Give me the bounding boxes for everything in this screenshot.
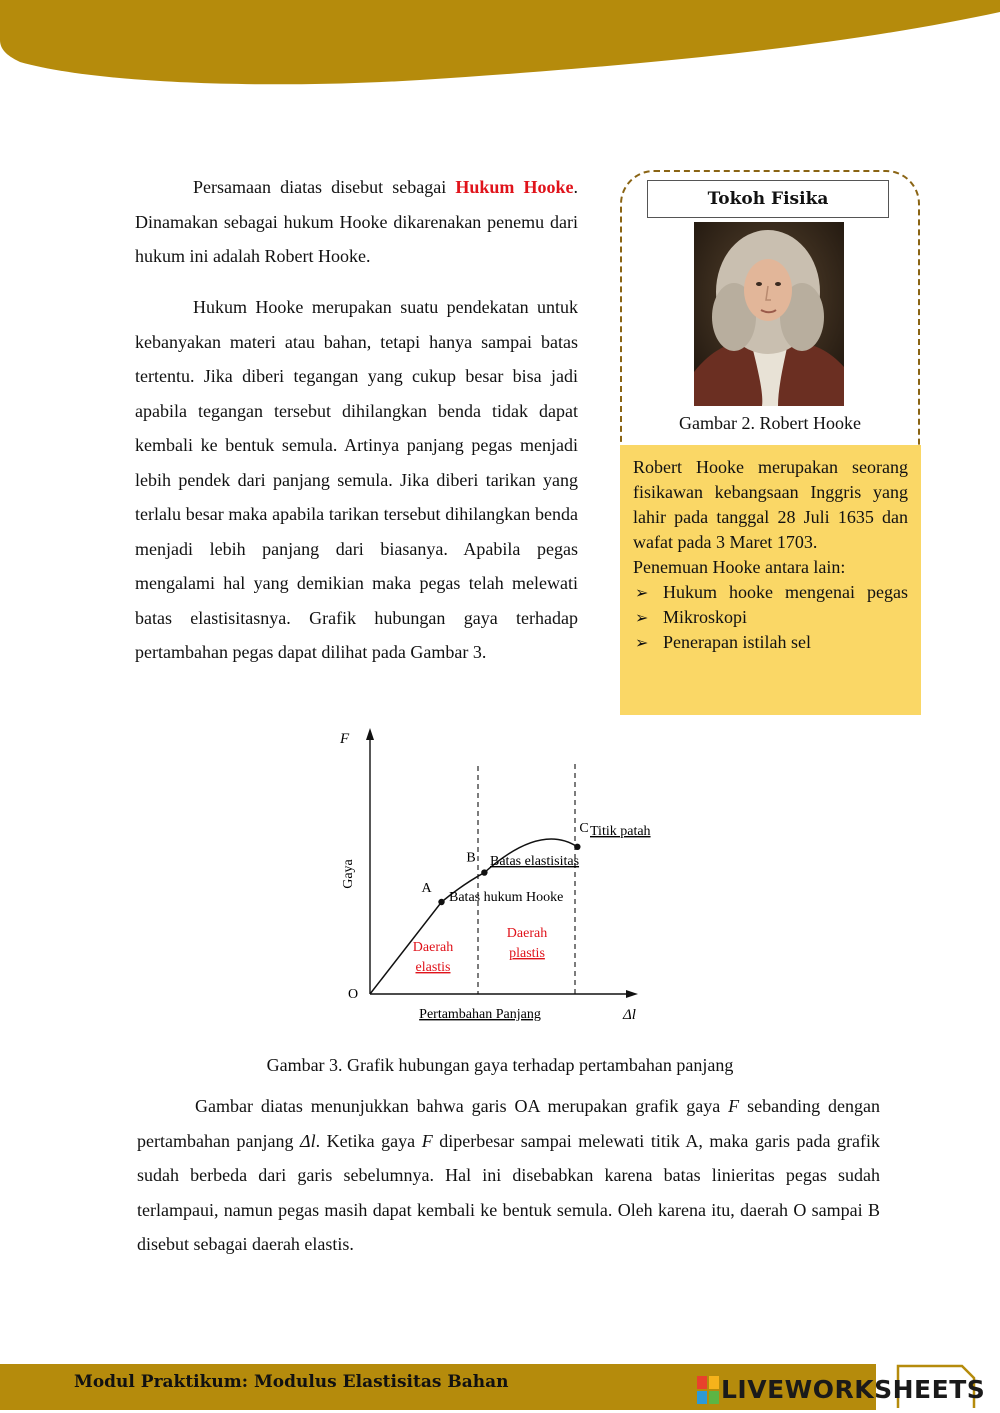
arrowhead-icon: ➢ xyxy=(635,633,649,652)
para2-text: Hukum Hooke merupakan suatu pendekatan untuk kebanyakan materi atau bahan, tetapi hanya sampai batas tertentu. Jika diberi tegangan yang cukup besar bisa jadi apabila tegangan tersebut dihilangkan benda tidak dapat kembali ke bentuk semula. Artinya panjang pegas menjadi lebih pendek dari panjang semula. Jika diberi tarikan yang terlalu besar maka apabila tarikan tersebut dihilangkan benda menjadi lebih panjang dari biasanya. Apabila pegas mengalami hal yang demikian maka pegas telah melewati batas elastisitasnya. Grafik hubungan gaya terhadap pertambahan pegas dapat dilihat pada Gambar 3. xyxy=(135,297,578,662)
point-a-label: A xyxy=(421,881,432,896)
biography-text: Robert Hooke merupakan seorang fisikawan kebangsaan Inggris yang lahir pada tanggal 28 Juli 1635 dan wafat pada 3 Maret 1703. xyxy=(633,457,908,552)
para3-part3: . Ketika gaya xyxy=(315,1130,422,1151)
point-b-label: B xyxy=(466,850,476,866)
point-a-dot xyxy=(438,899,444,905)
x-axis-symbol: Δl xyxy=(623,1007,636,1023)
x-axis-label: Pertambahan Panjang xyxy=(419,1007,541,1022)
y-axis-symbol: F xyxy=(340,731,350,747)
point-c-label: C xyxy=(579,820,589,836)
daerah-elastis-line1: Daerah xyxy=(412,940,454,955)
hooke-approximation-paragraph xyxy=(135,290,578,670)
list-item xyxy=(633,630,908,655)
variable-delta-l: Δl xyxy=(300,1130,316,1151)
para3-part1: Gambar diatas menunjukkan bahwa garis OA merupakan grafik gaya xyxy=(195,1096,729,1116)
batas-elastisitas-label: Batas elastisitas xyxy=(490,854,580,869)
discovery-text-2: Mikroskopi xyxy=(663,607,748,627)
force-extension-chart xyxy=(330,722,670,1032)
biography-box xyxy=(620,445,921,715)
variable-f: F xyxy=(421,1130,433,1151)
discoveries-list xyxy=(633,580,908,655)
y-axis-arrow xyxy=(366,728,374,740)
daerah-elastis-line2: elastis xyxy=(415,960,451,975)
figure-3-caption: Gambar 3. Grafik hubungan gaya terhadap pertambahan panjang xyxy=(266,1055,734,1075)
point-b-dot xyxy=(481,869,487,875)
batas-hukum-hooke-label: Batas hukum Hooke xyxy=(449,890,564,905)
daerah-plastis-line2: plastis xyxy=(509,946,545,961)
discovery-text-3: Penerapan istilah sel xyxy=(663,632,811,652)
variable-f: F xyxy=(728,1096,740,1116)
arrowhead-icon: ➢ xyxy=(635,608,649,627)
robert-hooke-portrait xyxy=(694,222,844,406)
daerah-plastis-line1: Daerah xyxy=(506,926,548,941)
liveworksheets-watermark xyxy=(697,1375,985,1404)
intro-paragraph xyxy=(135,170,578,274)
watermark-text: LIVEWORKSHEETS xyxy=(721,1375,986,1404)
liveworksheets-logo-icon xyxy=(697,1376,719,1404)
graph-explanation-paragraph xyxy=(137,1089,880,1262)
list-item xyxy=(633,580,908,605)
list-item xyxy=(633,605,908,630)
para3-part2: sebanding dengan pertambahan panjang xyxy=(137,1096,880,1151)
origin-label: O xyxy=(348,987,359,1002)
para3-part4: diperbesar sampai melewati titik A, maka garis pada grafik sudah berbeda dari garis sebelumnya. Hal ini disebabkan karena batas linieritas pegas sudah terlampaui, namun pegas masih dapat kembali ke bentuk semula. Oleh karena itu, daerah O sampai B disebut sebagai daerah elastis. xyxy=(137,1130,880,1254)
discoveries-heading: Penemuan Hooke antara lain: xyxy=(633,557,846,577)
titik-patah-label: Titik patah xyxy=(590,824,651,839)
header-decoration xyxy=(0,0,1000,90)
x-axis-arrow xyxy=(626,990,638,998)
para1-text-after: . Dinamakan sebagai hukum Hooke dikarenakan penemu dari hukum ini adalah Robert Hooke. xyxy=(135,177,578,266)
point-c-dot xyxy=(574,844,580,850)
tokoh-fisika-title: Tokoh Fisika xyxy=(647,180,889,218)
portrait-caption: Gambar 2. Robert Hooke xyxy=(679,413,861,433)
module-title: Modul Praktikum: Modulus Elastisitas Bahan xyxy=(74,1372,509,1392)
para1-text-before: Persamaan diatas disebut sebagai xyxy=(193,177,456,197)
hukum-hooke-highlight: Hukum Hooke xyxy=(455,177,574,197)
y-axis-label: Gaya xyxy=(341,859,356,889)
discovery-text-1: Hukum hooke mengenai pegas xyxy=(663,582,908,602)
arrowhead-icon: ➢ xyxy=(635,583,649,602)
